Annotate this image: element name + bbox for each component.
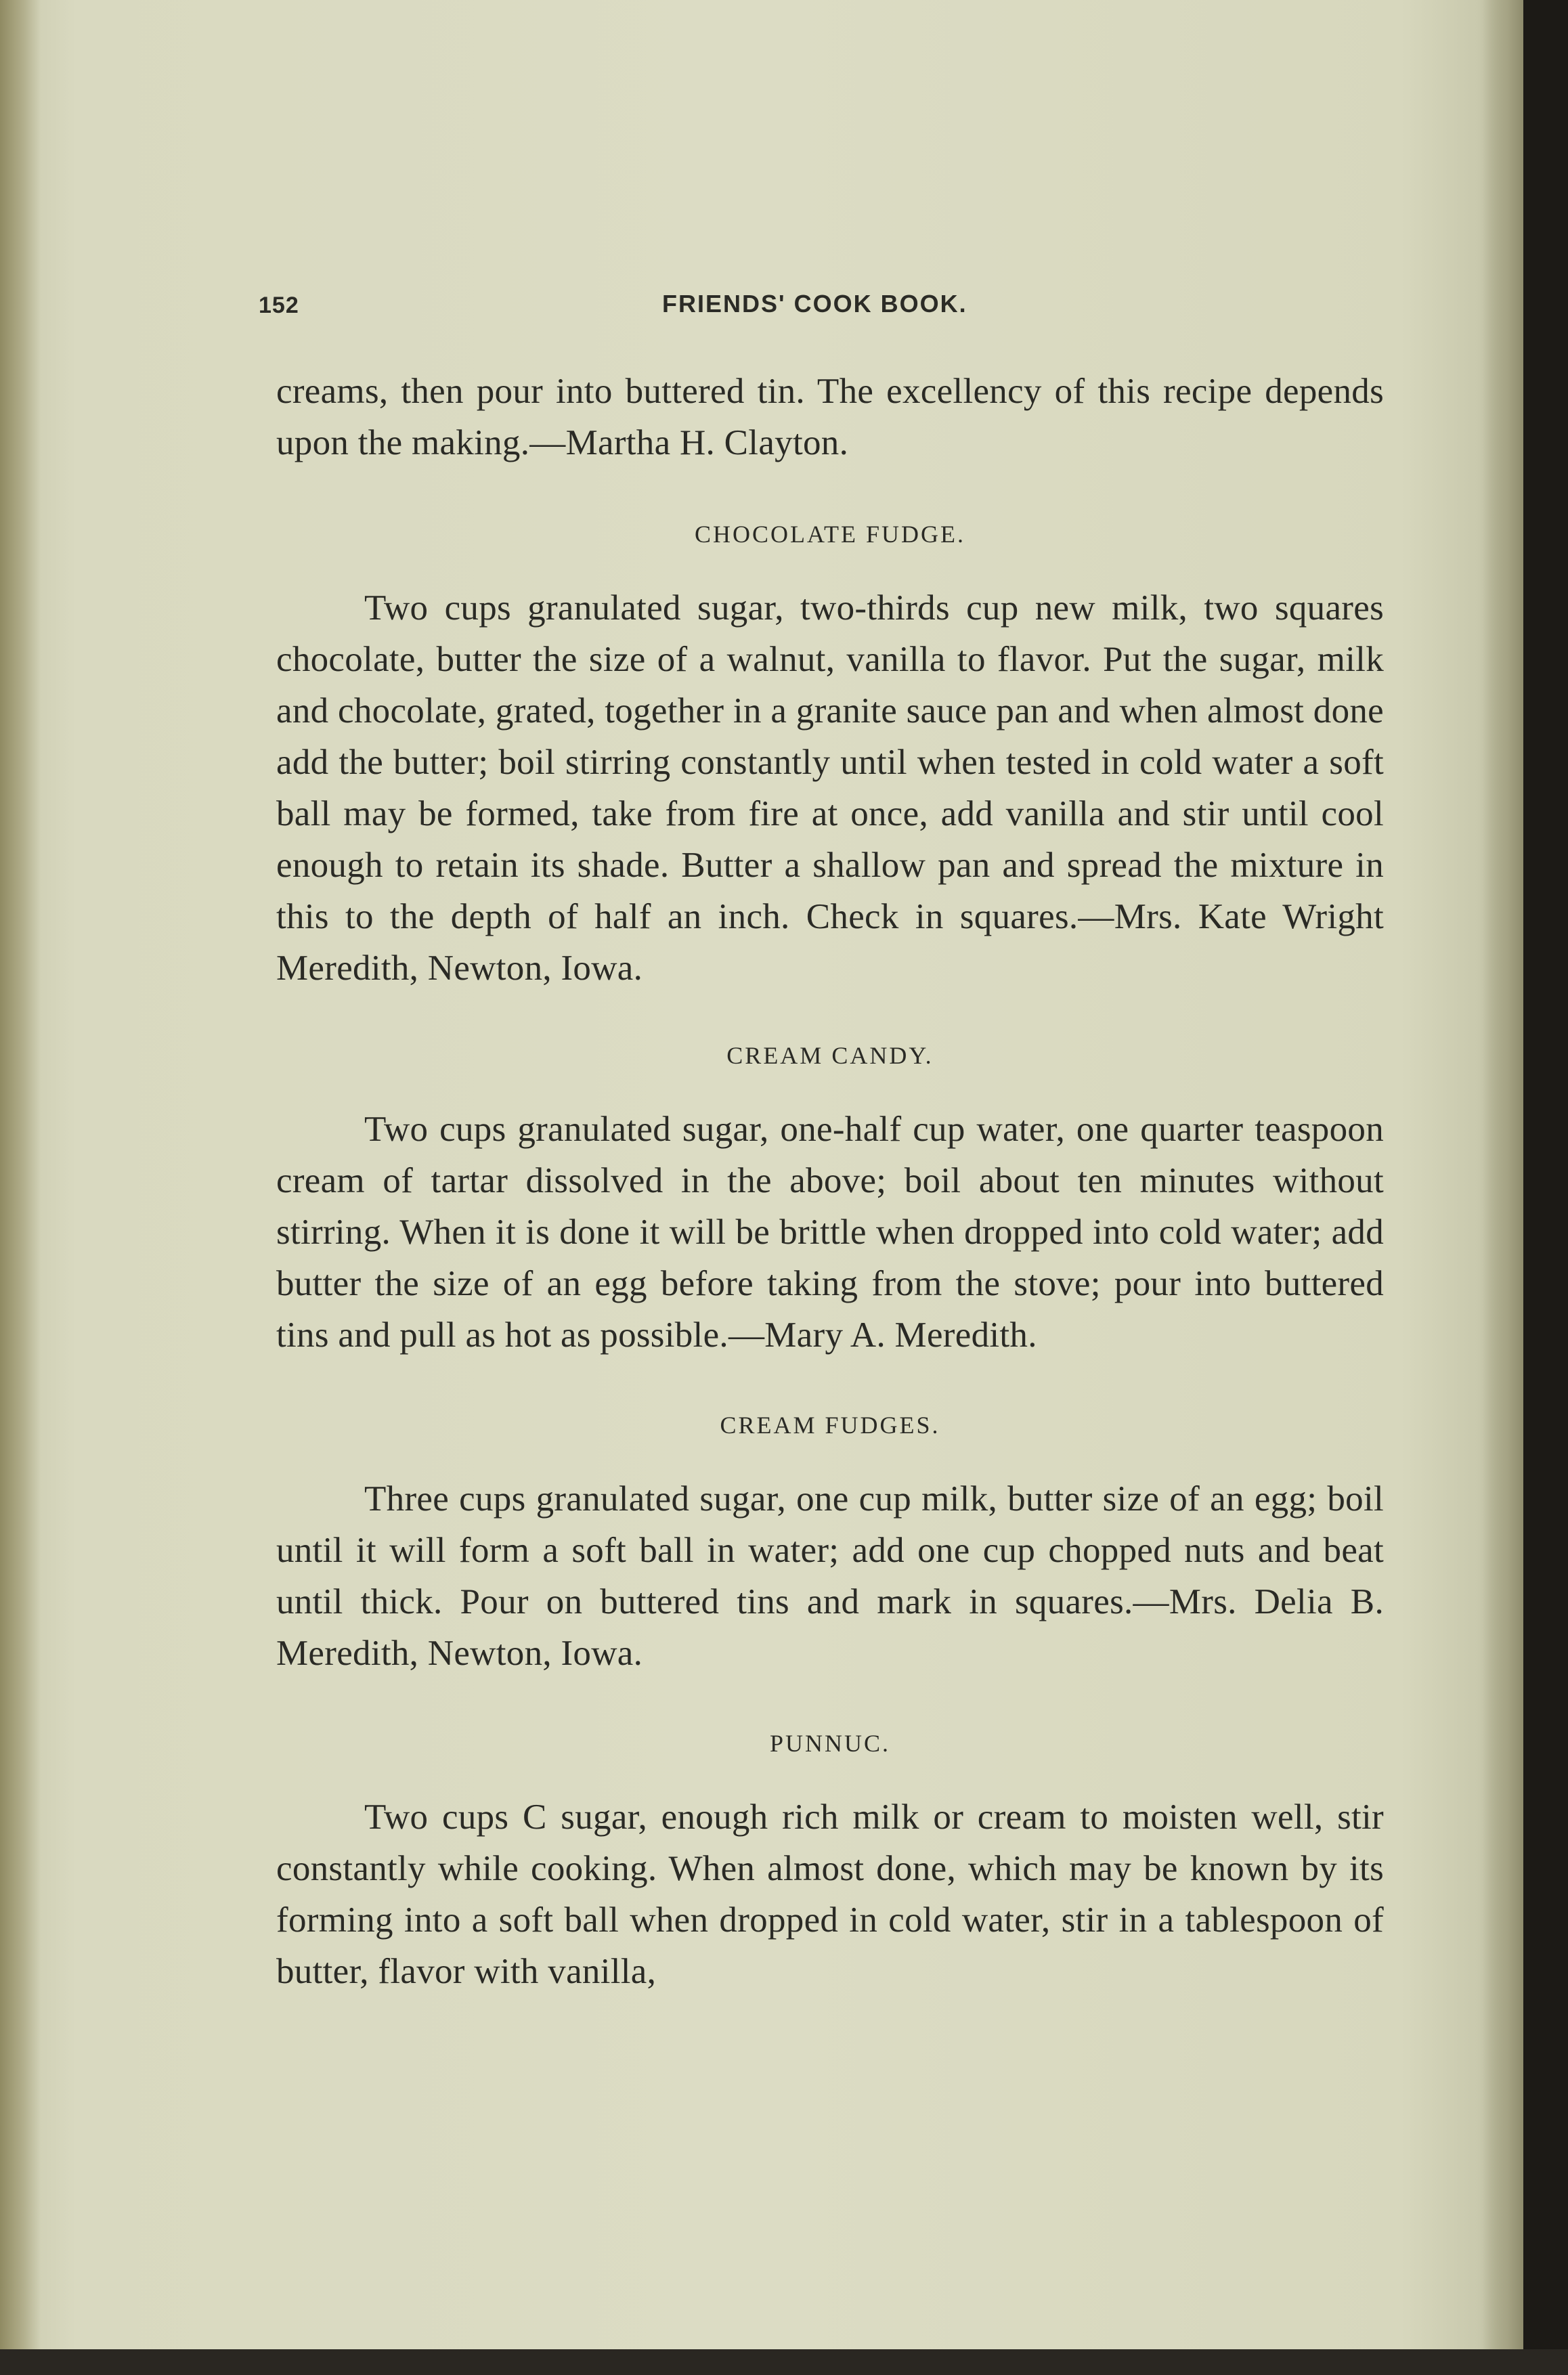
recipe-title-chocolate-fudge: CHOCOLATE FUDGE. [694, 521, 965, 548]
recipe-title-punnuc: PUNNUC. [769, 1730, 891, 1757]
recipe-body-cream-candy: Two cups granulated sugar, one-half cup water, one quarter teaspoon cream of tartar dissolved in the above; boil about ten minutes without stirring. When it is done it will be brittle when dropped into cold water; add butter the size of an egg before taking from the stove; pour into buttered tins and pull as hot as possible.—Mary A. Meredith. [276, 1110, 1384, 1355]
page-header [0, 290, 1523, 330]
page-edge-shadow [1483, 0, 1523, 2349]
page-number: 152 [259, 292, 299, 318]
recipe-title-cream-fudges: CREAM FUDGES. [720, 1412, 940, 1439]
running-head: FRIENDS' COOK BOOK. [662, 290, 967, 318]
recipe-title-cream-candy: CREAM CANDY. [726, 1042, 934, 1069]
continuation-paragraph: creams, then pour into buttered tin. The excellency of this recipe depends upon the making.—Martha H. Clayton. [276, 372, 1384, 462]
recipe-body-cream-fudges: Three cups granulated sugar, one cup milk, butter size of an egg; boil until it will form a soft ball in water; add one cup chopped nuts and beat until thick. Pour on buttered tins and mark in squares.—Mrs. Delia B. Meredith, Newton, Iowa. [276, 1479, 1384, 1673]
recipe-body-punnuc: Two cups C sugar, enough rich milk or cream to moisten well, stir constantly while cooking. When almost done, which may be known by its forming into a soft ball when dropped in cold water, stir in a tablespoon of butter, flavor with vanilla, [276, 1797, 1384, 1991]
page-body [276, 366, 1384, 1997]
book-bottom-edge [0, 2349, 1568, 2375]
recipe-body-chocolate-fudge: Two cups granulated sugar, two-thirds cup new milk, two squares chocolate, butter the size of a walnut, vanilla to flavor. Put the sugar, milk and chocolate, grated, together in a granite sauce pan and when almost done add the butter; boil stirring constantly until when tested in cold water a soft ball may be formed, take from fire at once, add vanilla and stir until cool enough to retain its shade. Butter a shallow pan and spread the mixture in this to the depth of half an inch. Check in squares.—Mrs. Kate Wright Meredith, Newton, Iowa. [276, 588, 1384, 988]
page-gutter-shadow [0, 0, 41, 2349]
